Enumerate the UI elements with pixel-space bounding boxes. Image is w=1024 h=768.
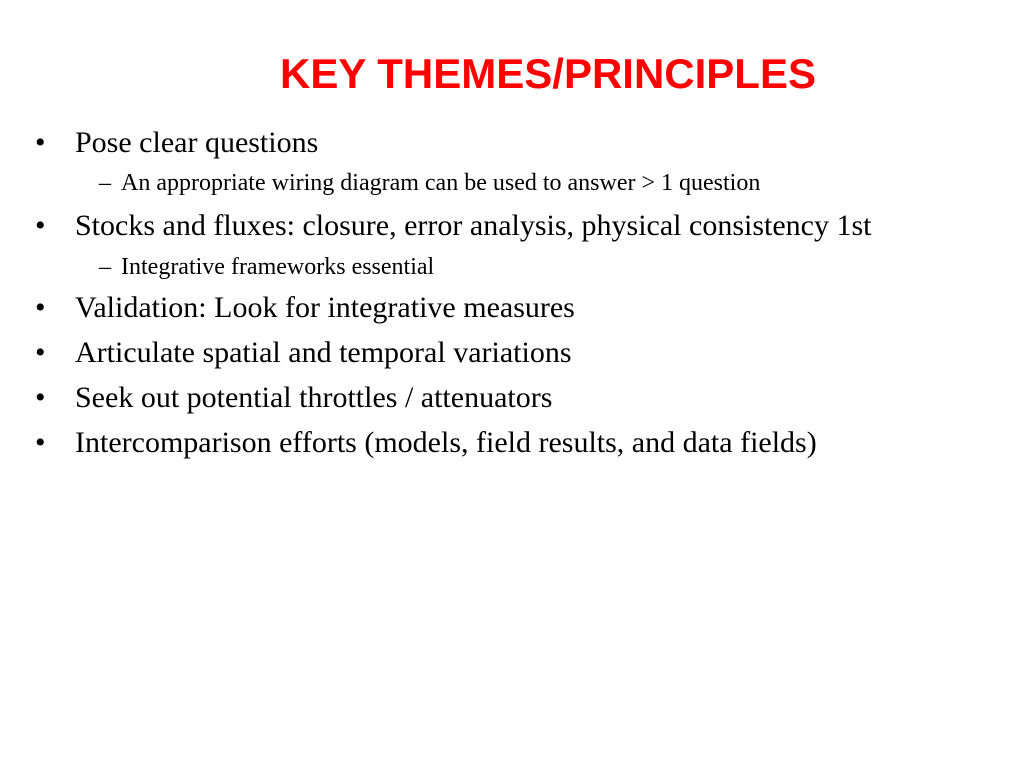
sub-bullet-marker: – (99, 170, 111, 196)
bullet-item (35, 425, 817, 461)
sub-bullet-item (99, 253, 434, 281)
bullet-marker: • (35, 291, 46, 324)
bullet-item (35, 290, 575, 326)
sub-bullet-text: Integrative frameworks essential (121, 254, 435, 280)
bullet-marker: • (35, 126, 46, 159)
sub-bullet-marker: – (99, 254, 111, 280)
bullet-text: Intercomparison efforts (models, field results, and data fields) (75, 426, 817, 459)
bullet-text: Seek out potential throttles / attenuators (75, 381, 553, 414)
bullet-item (35, 380, 552, 416)
bullet-item (35, 208, 872, 244)
bullet-marker: • (35, 381, 46, 414)
sub-bullet-item (99, 169, 760, 197)
bullet-marker: • (35, 209, 46, 242)
slide-title: KEY THEMES/PRINCIPLES (280, 50, 816, 97)
bullet-item (35, 335, 572, 371)
bullet-text: Validation: Look for integrative measures (75, 291, 575, 324)
bullet-marker: • (35, 426, 46, 459)
bullet-text: Articulate spatial and temporal variations (75, 336, 572, 369)
bullet-text: Stocks and fluxes: closure, error analysis, physical consistency 1st (75, 209, 872, 242)
bullet-marker: • (35, 336, 46, 369)
bullet-text: Pose clear questions (75, 126, 319, 159)
sub-bullet-text: An appropriate wiring diagram can be used to answer > 1 question (121, 170, 761, 196)
bullet-item (35, 125, 318, 161)
